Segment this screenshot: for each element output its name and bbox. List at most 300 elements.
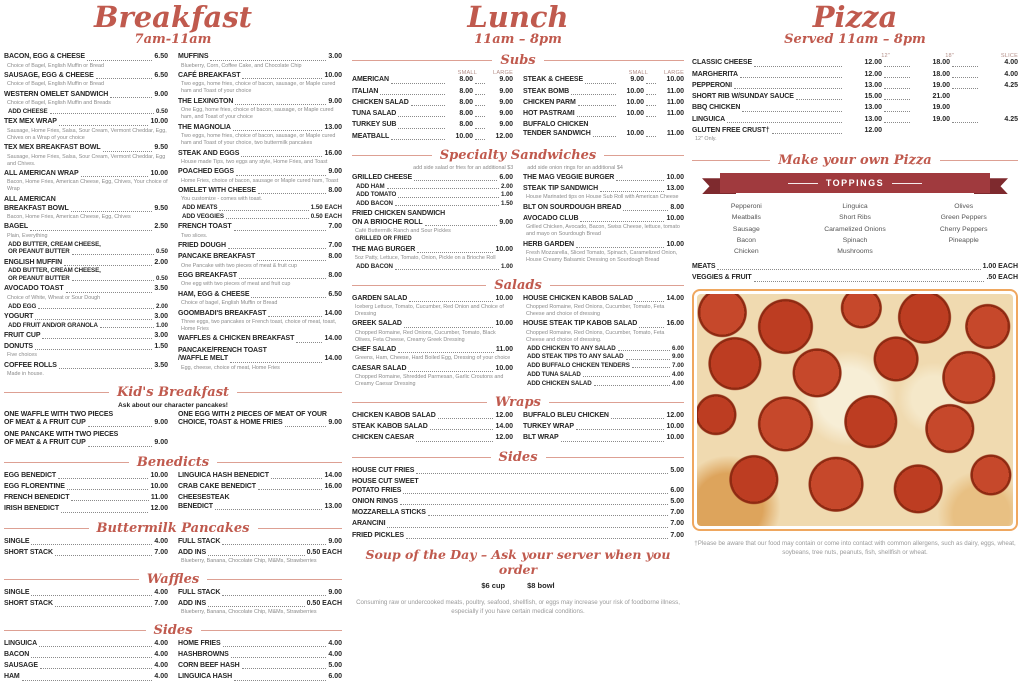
dotted-leader <box>717 269 980 270</box>
item-name: FULL STACK <box>178 588 221 596</box>
item-price: .50 EACH <box>986 274 1018 282</box>
menu-item <box>4 72 168 88</box>
subsection-left <box>4 411 168 451</box>
price-18in: 19.00 <box>932 104 950 112</box>
item-addons <box>4 322 168 330</box>
dotted-leader <box>251 297 326 298</box>
addon-item <box>527 371 684 379</box>
addon-item <box>356 200 513 208</box>
breakfast-subsection <box>4 521 342 568</box>
dotted-leader <box>884 99 910 100</box>
item-price: 9.50 <box>154 144 168 152</box>
item-price: 12.00 <box>495 411 513 419</box>
item-price: 9.00 <box>328 588 342 596</box>
item-price: 10.00 <box>666 215 684 223</box>
menu-item <box>352 210 513 243</box>
pizza-title: Pizza <box>812 0 898 34</box>
dotted-leader <box>400 504 668 505</box>
price-18in: 21.00 <box>932 93 950 101</box>
item-price: 10.00 <box>666 423 684 431</box>
menu-item <box>523 185 684 201</box>
item-name: TURKEY SUB <box>352 121 397 129</box>
menu-item <box>4 600 168 609</box>
item-name: FRIED CHICKEN SANDWICH <box>352 210 446 218</box>
header-rule <box>352 285 486 286</box>
item-price: 7.00 <box>670 520 684 528</box>
item-price: 9.00 <box>328 97 342 105</box>
pizza-photo-image <box>697 294 1013 526</box>
item-name: POACHED EGGS <box>178 168 234 176</box>
size-header-large: LARGE <box>664 70 684 77</box>
menu-item <box>4 362 168 378</box>
header-rule <box>4 579 139 580</box>
item-price: 5.00 <box>670 497 684 505</box>
item-name: IRISH BENEDICT <box>4 505 59 513</box>
price-small: 8.00 <box>459 98 473 106</box>
topping: Caramelized Onions <box>824 225 886 233</box>
item-price: 6.00 <box>328 673 342 681</box>
item-name: TURKEY WRAP <box>523 423 574 431</box>
dotted-leader <box>425 225 498 226</box>
menu-item <box>4 313 168 330</box>
item-description: Two eggs, home fries, choice of bacon, sausage, or Maple cured ham and Toast of your choice, two buttermilk pancakes <box>181 133 336 147</box>
menu-item <box>4 494 168 503</box>
menu-item <box>523 174 684 183</box>
item-name: AMERICAN <box>352 76 389 84</box>
menu-item <box>178 640 342 649</box>
item-name: VEGGIES & FRUIT <box>692 274 752 282</box>
addon-item <box>8 267 168 283</box>
dotted-leader <box>210 60 326 61</box>
item-name: CHEF SALAD <box>352 346 397 354</box>
addon-name-line2: OR PEANUT BUTTER <box>8 275 70 283</box>
dotted-leader <box>222 595 326 596</box>
price-12in: 13.00 <box>864 115 882 123</box>
topping-prices <box>692 263 1018 283</box>
dotted-leader <box>223 646 327 647</box>
header-rule <box>4 630 146 631</box>
menu-item <box>178 538 342 547</box>
item-price: 9.00 <box>328 419 342 427</box>
lunch-section <box>352 2 684 617</box>
dotted-leader <box>952 122 978 123</box>
menu-item <box>352 365 513 388</box>
addon-price: 0.50 <box>155 275 168 283</box>
item-description: Choice of Bagel, English Muffin or Bread <box>7 81 104 88</box>
breakfast-subsection <box>4 385 342 451</box>
addon-name: ADD TOMATO <box>356 191 397 199</box>
lunch-title: Lunch <box>467 0 569 34</box>
item-name: ITALIAN <box>352 87 379 95</box>
dotted-leader <box>593 136 616 137</box>
price-12in: 13.00 <box>864 81 882 89</box>
price-slice: 4.25 <box>1004 115 1018 123</box>
menu-item <box>352 509 684 518</box>
dotted-leader <box>226 218 309 219</box>
addon-price: 2.00 <box>155 302 168 310</box>
item-name: OMELET WITH CHEESE <box>178 187 256 195</box>
item-price: 7.00 <box>328 242 342 250</box>
item-description: Bacon, Home Fries, American Cheese, Egg, Chives, Your choice of Wrap <box>7 179 168 193</box>
dotted-leader <box>271 478 323 479</box>
menu-item <box>523 295 684 318</box>
section-note: Ask about our character pancakes! <box>118 401 228 409</box>
addon-item <box>356 191 513 199</box>
item-description: Choice of Bagel, English Muffin and Breads <box>7 100 111 107</box>
dotted-leader <box>35 319 152 320</box>
item-name: THE MAGNOLIA <box>178 123 231 131</box>
item-name: BAGEL <box>4 223 29 231</box>
menu-item <box>178 168 342 184</box>
menu-item <box>352 532 684 541</box>
menu-item <box>178 549 342 565</box>
item-name: YOGURT <box>4 312 34 320</box>
dotted-leader <box>428 515 669 516</box>
salads-right <box>523 295 684 391</box>
addon-price: 4.00 <box>671 379 684 387</box>
item-price: 0.50 EACH <box>306 548 342 556</box>
topping: Mushrooms <box>837 248 873 256</box>
item-description: Choice of Bagel, English Muffin or Bread <box>7 62 104 69</box>
item-name: MOZZARELLA STICKS <box>352 509 426 517</box>
header-rule <box>352 155 432 156</box>
wraps-title: Wraps <box>495 394 541 410</box>
item-name: BUFFALO CHICKEN <box>523 121 589 129</box>
price-large: 11.00 <box>666 87 684 95</box>
wraps-right <box>523 412 684 446</box>
item-name: STEAK KABOB SALAD <box>352 423 428 431</box>
price-large: 11.00 <box>666 130 684 138</box>
price-small: 10.00 <box>626 110 644 118</box>
dotted-leader <box>234 680 326 681</box>
menu-item <box>4 259 168 283</box>
lunch-hours: 11am – 8pm <box>474 32 562 48</box>
size-header-large: LARGE <box>493 70 513 77</box>
item-name: STEAK & CHEESE <box>523 76 584 84</box>
price-12in: 12.00 <box>864 70 882 78</box>
section-header <box>4 385 342 400</box>
addon-price: 6.00 <box>671 344 684 352</box>
size-header-small: SMALL <box>457 70 477 77</box>
item-price: 12.00 <box>150 505 168 513</box>
subsection-left <box>4 472 168 517</box>
dotted-leader <box>417 252 493 253</box>
item-description: Sausage, Home Fries, Salsa, Sour Cream, Vermont Cheddar, Egg, Chives on a Wrap of your choice <box>7 127 167 141</box>
menu-item <box>692 274 1018 283</box>
menu-item <box>352 110 513 119</box>
subsection-right <box>178 589 342 619</box>
dotted-leader <box>475 116 485 117</box>
menu-item <box>692 116 1018 125</box>
dotted-leader <box>952 66 978 67</box>
dotted-leader <box>578 105 616 106</box>
item-name-line2: TENDER SANDWICH <box>523 130 591 138</box>
dotted-leader <box>952 88 978 89</box>
item-price: 4.00 <box>154 588 168 596</box>
menu-item <box>692 71 1018 80</box>
dotted-leader <box>391 83 445 84</box>
dotted-leader <box>395 269 499 270</box>
item-description: One egg with two pieces of meat and fruit cup <box>181 281 291 288</box>
menu-item <box>352 76 513 85</box>
item-price: 7.00 <box>328 223 342 231</box>
dotted-leader <box>576 247 664 248</box>
dotted-leader <box>576 429 665 430</box>
item-price: 6.50 <box>154 53 168 61</box>
price-large: 11.00 <box>666 110 684 118</box>
item-name-line2: OF MEAT & A FRUIT CUP <box>4 419 86 427</box>
item-price: 1.50 <box>154 343 168 351</box>
addon-item <box>8 108 168 116</box>
breakfast-hours: 7am-11am <box>134 32 212 48</box>
item-price: 14.00 <box>324 335 342 343</box>
dotted-leader <box>632 367 670 368</box>
dotted-leader <box>387 188 499 189</box>
dotted-leader <box>403 493 668 494</box>
item-name: CHICKEN CAESAR <box>352 434 414 442</box>
dotted-leader <box>96 78 153 79</box>
dotted-leader <box>22 680 153 681</box>
subs-right-wrap <box>523 70 684 144</box>
item-price: 12.00 <box>666 411 684 419</box>
addon-item <box>356 183 513 191</box>
item-description: Chopped Romaine, Red Onions, Cucumber, Tomato, Feta Cheese and choice of dressing <box>526 303 665 317</box>
item-name: STEAK AND EGGS <box>178 149 240 157</box>
addon-price: 1.50 <box>500 200 513 208</box>
price-small: 8.00 <box>459 87 473 95</box>
toppings-col-veggies <box>909 201 1018 257</box>
lunch-sides-title: Sides <box>498 449 538 465</box>
section-header <box>692 153 1018 168</box>
item-name: GOOMBADI'S BREAKFAST <box>178 309 267 317</box>
dotted-leader <box>475 83 485 84</box>
dotted-leader <box>67 489 149 490</box>
dotted-leader <box>72 280 154 281</box>
item-description: Blueberry, Banana, Chocolate Chip, M&Ms, Strawberries <box>181 558 317 565</box>
item-description: Five choices <box>7 352 37 359</box>
item-description: Chopped Romaine, Shredded Parmesan, Garlic Croutons and Creamy Caesar Dressing <box>355 374 504 388</box>
dotted-leader <box>430 429 494 430</box>
price-small: 10.00 <box>455 132 473 140</box>
item-description: Iceberg Lettuce, Tomato, Cucumber, Red Onion and Choice of Dressing <box>355 303 504 317</box>
menu-item <box>178 651 342 660</box>
item-name: HAM <box>4 673 20 681</box>
item-name: PANCAKE BREAKFAST <box>178 253 256 261</box>
dotted-leader <box>416 441 493 442</box>
dotted-leader <box>416 473 668 474</box>
item-name: ALL AMERICAN WRAP <box>4 170 79 178</box>
dotted-leader <box>409 301 493 302</box>
menu-item <box>178 494 342 512</box>
dotted-leader <box>387 527 668 528</box>
menu-item <box>178 253 342 269</box>
price-small: 8.00 <box>459 76 473 84</box>
item-price: 10.00 <box>495 246 513 254</box>
ribbon-band <box>720 173 990 193</box>
dotted-leader <box>219 210 308 211</box>
dotted-leader <box>740 77 842 78</box>
menu-item <box>4 483 168 492</box>
subs-left-wrap <box>352 70 513 144</box>
item-name: SINGLE <box>4 537 30 545</box>
item-name: LINGUICA HASH <box>178 673 233 681</box>
item-description: One Pancake with two pieces of meat & fruit cup <box>181 262 297 269</box>
header-rule <box>550 285 684 286</box>
item-description: Home Fries, choice of bacon, sausage or Maple cured ham, Toast <box>181 177 339 184</box>
addon-item <box>8 322 168 330</box>
menu-item <box>523 412 684 421</box>
breakfast-col2 <box>178 53 342 380</box>
dotted-leader <box>38 308 154 309</box>
price-slice: 4.00 <box>1004 59 1018 67</box>
item-name: BACON, EGG & CHEESE <box>4 53 85 61</box>
specialty-right <box>523 174 684 274</box>
menu-item <box>178 411 342 429</box>
item-name: GARDEN SALAD <box>352 294 408 302</box>
price-18in: 19.00 <box>932 115 950 123</box>
item-description: 5oz Patty, Lettuce, Tomato, Onion, Pickle on a Brioche Roll <box>355 255 496 262</box>
dotted-leader <box>600 191 664 192</box>
price-slice: 4.00 <box>1004 70 1018 78</box>
item-name: BBQ CHICKEN <box>692 104 741 112</box>
item-price: 6.50 <box>328 290 342 298</box>
item-price: 14.00 <box>324 471 342 479</box>
dotted-leader <box>71 211 153 212</box>
dotted-leader <box>110 97 152 98</box>
section-header <box>352 53 684 68</box>
item-price: 4.00 <box>328 650 342 658</box>
item-name: CHEESESTEAK <box>178 494 230 502</box>
dotted-leader <box>884 66 910 67</box>
menu-item <box>178 483 342 492</box>
item-name: EGG FLORENTINE <box>4 482 65 490</box>
addon-price: 1.00 <box>500 191 513 199</box>
section-header <box>4 455 342 470</box>
item-name: WAFFLES & CHICKEN BREAKFAST <box>178 335 295 343</box>
item-price: 9.00 <box>154 419 168 427</box>
dotted-leader <box>242 668 327 669</box>
item-price: 3.00 <box>328 53 342 61</box>
item-price: 2.00 <box>154 258 168 266</box>
item-name: HOT PASTRAMI <box>523 110 575 118</box>
menu-item <box>523 241 684 264</box>
soup-bowl-price: $8 bowl <box>527 581 555 591</box>
soup-of-the-day: Soup of the Day – Ask your server when you order <box>365 547 671 578</box>
dotted-leader <box>561 441 665 442</box>
price-large: 9.00 <box>499 121 513 129</box>
section-title: Buttermilk Pancakes <box>96 520 250 536</box>
menu-item <box>178 242 342 251</box>
item-name: AVOCADO TOAST <box>4 285 64 293</box>
item-name: ADD INS <box>178 548 207 556</box>
dotted-leader <box>727 122 842 123</box>
item-name: FRIED DOUGH <box>178 242 226 250</box>
pizza-photo <box>692 289 1018 531</box>
menu-item <box>178 150 342 166</box>
header-rule <box>940 160 1018 161</box>
header-rule <box>217 462 342 463</box>
addon-name: ADD STEAK TIPS TO ANY SALAD <box>527 353 624 361</box>
item-name: SAUSAGE <box>4 662 38 670</box>
subsection-left <box>4 538 168 568</box>
menu-item <box>178 335 342 344</box>
dotted-leader <box>103 151 153 152</box>
item-price: 6.00 <box>670 486 684 494</box>
item-name: BLT ON SOURDOUGH BREAD <box>523 203 622 211</box>
item-price: 5.00 <box>328 662 342 670</box>
price-18in: 18.00 <box>932 59 950 67</box>
item-price: 16.00 <box>666 320 684 328</box>
item-price: 10.00 <box>150 471 168 479</box>
addon-price: 7.00 <box>671 362 684 370</box>
item-price: 9.00 <box>328 168 342 176</box>
dotted-leader <box>61 512 148 513</box>
dotted-leader <box>585 83 616 84</box>
item-name: THE MAG VEGGIE BURGER <box>523 173 615 181</box>
item-name: FRIED PICKLES <box>352 531 404 539</box>
item-price: 9.00 <box>154 439 168 447</box>
dotted-leader <box>408 371 493 372</box>
item-name: HERB GARDEN <box>523 240 575 248</box>
item-name-line2: ON A BRIOCHE ROLL <box>352 219 423 227</box>
addon-item <box>356 263 513 271</box>
subsection-right <box>178 640 342 685</box>
dotted-leader <box>411 105 445 106</box>
item-addons <box>4 303 168 311</box>
item-name: BUFFALO BLEU CHICKEN <box>523 411 609 419</box>
item-name-line2: POTATO FRIES <box>352 486 402 494</box>
topping: Linguica <box>842 203 868 211</box>
dotted-leader <box>58 478 148 479</box>
breakfast-columns <box>4 53 342 380</box>
topping: Meatballs <box>731 214 761 222</box>
item-price: 10.00 <box>666 240 684 248</box>
price-small: 9.00 <box>630 76 644 84</box>
menu-item <box>4 651 168 660</box>
item-price: 4.00 <box>154 673 168 681</box>
dotted-leader <box>239 278 326 279</box>
item-name-line2: OF MEAT & A FRUIT CUP <box>4 439 86 447</box>
menu-item <box>178 673 342 682</box>
item-price: 4.00 <box>154 639 168 647</box>
item-price: 7.00 <box>154 548 168 556</box>
header-rule <box>4 462 129 463</box>
item-name: EGG BREAKFAST <box>178 272 237 280</box>
item-price: 11.00 <box>150 494 168 502</box>
item-price: 7.00 <box>670 531 684 539</box>
item-name: BACON <box>4 650 30 658</box>
soup-cup-price: $6 cup <box>481 581 506 591</box>
dotted-leader <box>35 349 152 350</box>
topping: Spinach <box>842 236 868 244</box>
dotted-leader <box>64 265 152 266</box>
item-price: 4.00 <box>154 662 168 670</box>
addon-item <box>8 303 168 311</box>
item-name: TEX MEX WRAP <box>4 118 57 126</box>
price-12in: 12.00 <box>864 59 882 67</box>
dotted-leader <box>398 197 499 198</box>
lunch-disclaimer: Consuming raw or undercooked meats, poultry, seafood, shellfish, or eggs may increase your risk of foodborne illness, especially if you have certain medical conditions. <box>356 599 680 616</box>
item-name: COFFEE ROLLS <box>4 361 57 369</box>
item-name: HASHBROWNS <box>178 650 229 658</box>
addon-name: ADD VEGGIES <box>182 213 224 221</box>
dotted-leader <box>257 260 326 261</box>
item-name: GLUTEN FREE CRUST† <box>692 126 770 134</box>
addon-name-line2: OR PEANUT BUTTER <box>8 248 70 256</box>
addon-price: 2.00 <box>500 182 513 190</box>
item-name: CHICKEN SALAD <box>352 98 409 106</box>
menu-item <box>4 538 168 547</box>
